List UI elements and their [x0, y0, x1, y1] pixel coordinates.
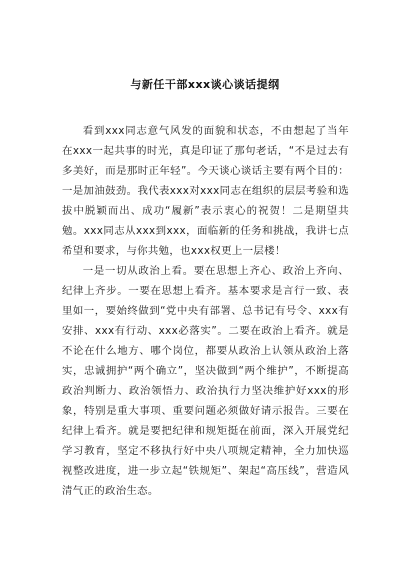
document-body	[62, 121, 349, 501]
paragraph-point-one: 一是一切从政治上看。要在思想上齐心、政治上齐向、纪律上齐步。一要在思想上看齐。基本要求是言行一致、表里如一，要始终做到“党中央有部署、总书记有号令、xxx有安排、xxx有行动、xxx必落实”。二要在政治上看齐。就是不论在什么地方、哪个岗位，都要从政治上认领从政治上落实，忠诚拥护“两个确立”，坚决做到“两个维护”，不断提高政治判断力、政治领悟力、政治执行力坚决维护好xxx的形象，特别是重大事项、重要问题必须做好请示报告。三要在纪律上看齐。就是要把纪律和规矩挺在前面，深入开展党纪学习教育，坚定不移执行好中央八项规定精神，全力加快巡视整改进度，进一步立起“铁规矩”、架起“高压线”，营造风清气正的政治生态。	[62, 265, 349, 497]
paragraph-opening: 看到xxx同志意气风发的面貌和状态，不由想起了当年在xxx一起共事的时光，真是印证了那句老话，“不是过去有多美好，而是那时正年轻”。今天谈心谈话主要有两个目的：一是加油鼓劲。我代表xxx对xxx同志在组织的层层考验和选拔中脱颖而出、成功“履新”表示衷心的祝贺！二是期望共勉。xxx同志从xxx到xxx，面临新的任务和挑战，我讲七点希望和要求，与你共勉，也xxx权更上一层楼！	[62, 125, 349, 257]
document-title: 与新任干部xxx谈心谈话提纲	[130, 78, 280, 91]
